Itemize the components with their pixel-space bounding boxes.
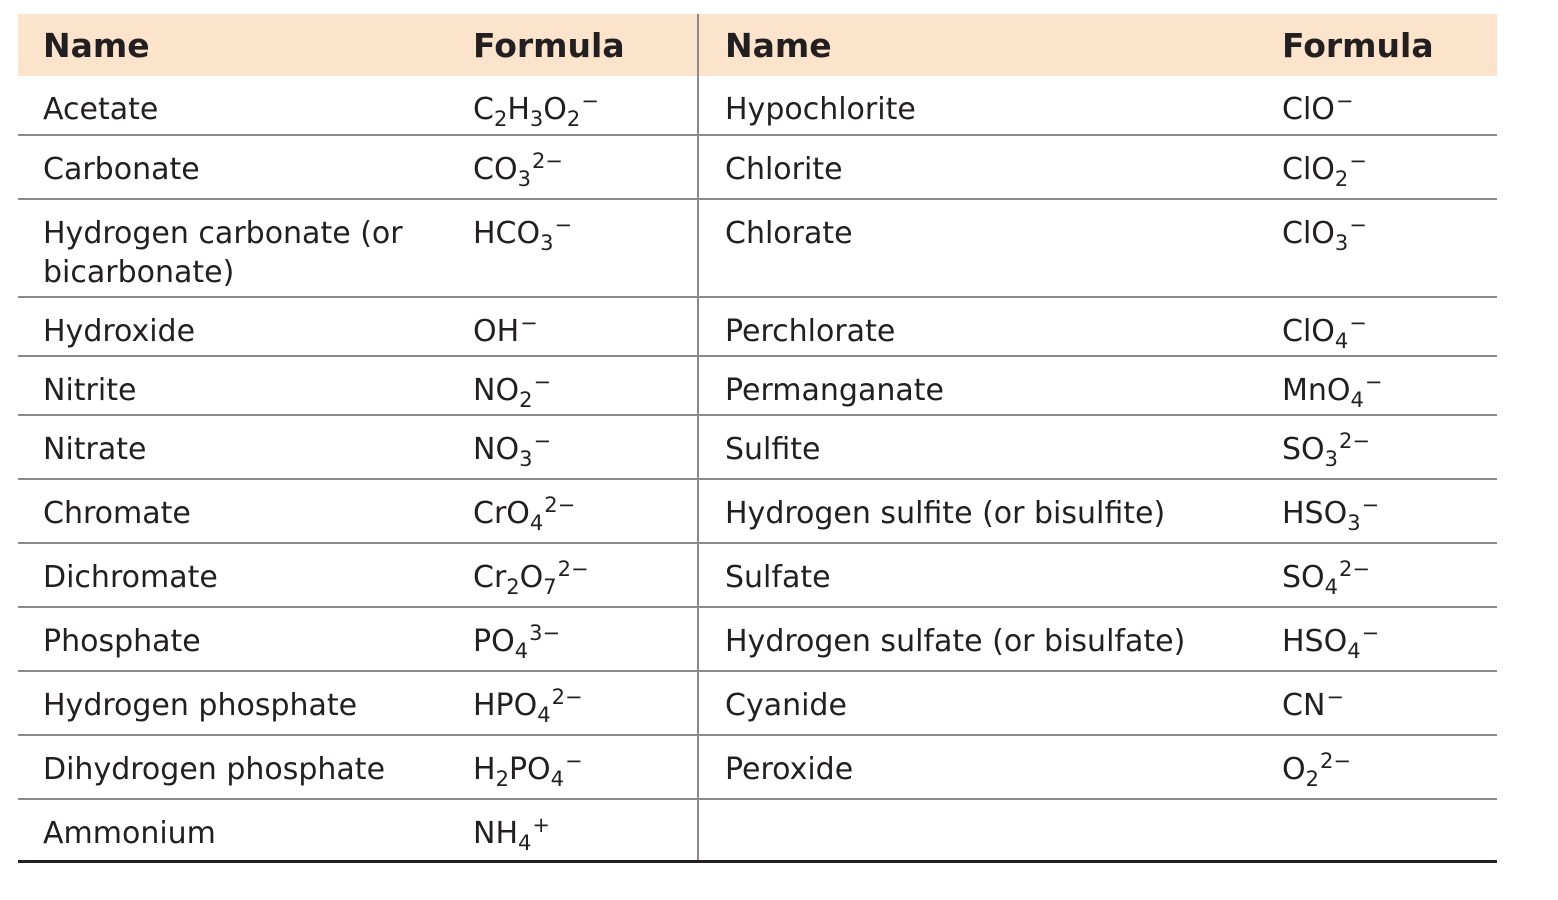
ion-formula — [1282, 621, 1380, 663]
ion-name-right: Chlorate — [698, 199, 1255, 297]
table-row — [18, 135, 1497, 199]
ion-name-right: Permanganate — [698, 356, 1255, 415]
ion-name-right: Hydrogen sulfite (or bisulfite) — [698, 479, 1255, 543]
table-row — [18, 199, 1497, 297]
formula-subscript: 3 — [519, 447, 533, 471]
ion-name-right: Chlorite — [698, 135, 1255, 199]
formula-charge: − — [1349, 149, 1367, 173]
ion-name-left: Phosphate — [18, 607, 446, 671]
formula-subscript: 4 — [1347, 639, 1361, 663]
table-row — [18, 671, 1497, 735]
ion-formula-left-cell — [446, 543, 698, 607]
header-name-right: Name — [725, 25, 832, 65]
ion-formula — [473, 429, 552, 471]
ion-formula-left-cell — [446, 799, 698, 861]
ion-formula — [1282, 493, 1380, 535]
ion-name-left: Dichromate — [18, 543, 446, 607]
ion-name-left: Nitrite — [18, 356, 446, 415]
formula-symbol: OH — [473, 314, 520, 349]
formula-symbol: O — [1282, 752, 1306, 787]
formula-subscript: 3 — [540, 231, 554, 255]
ion-formula — [473, 89, 599, 131]
ion-formula-right-cell — [1255, 735, 1497, 799]
ion-formula — [473, 370, 552, 412]
ion-formula-right-cell — [1255, 671, 1497, 735]
ion-formula — [1282, 685, 1344, 723]
formula-symbol: CN — [1282, 688, 1326, 723]
table-row — [18, 607, 1497, 671]
ion-formula-right-cell — [1255, 799, 1497, 861]
formula-charge: − — [1361, 493, 1380, 517]
formula-symbol: NO — [473, 432, 520, 467]
formula-subscript: 2 — [495, 767, 509, 791]
formula-subscript: 4 — [1324, 575, 1339, 599]
ion-formula — [473, 149, 563, 191]
ion-formula — [1282, 311, 1367, 353]
formula-subscript: 4 — [514, 639, 529, 663]
table-row — [18, 479, 1497, 543]
ion-formula — [473, 621, 561, 663]
formula-symbol: HCO — [473, 216, 541, 251]
formula-symbol: ClO — [1282, 216, 1335, 251]
formula-symbol: HSO — [1282, 624, 1348, 659]
formula-charge: − — [1326, 685, 1344, 709]
formula-charge: 2− — [1320, 749, 1351, 773]
formula-subscript: 3 — [1334, 231, 1349, 255]
ion-formula — [1282, 749, 1351, 791]
formula-subscript: 3 — [529, 107, 544, 131]
formula-charge: − — [1364, 370, 1383, 394]
formula-charge: − — [554, 213, 573, 237]
formula-charge: 3− — [529, 621, 561, 645]
formula-symbol: H — [507, 92, 530, 127]
ion-formula-left-cell — [446, 479, 698, 543]
formula-symbol: MnO — [1282, 373, 1351, 408]
formula-subscript: 2 — [493, 107, 508, 131]
ion-name-left: Nitrate — [18, 415, 446, 479]
formula-charge: 2− — [551, 685, 583, 709]
ion-formula-right-cell — [1255, 356, 1497, 415]
ion-formula-left-cell — [446, 297, 698, 356]
table-row — [18, 543, 1497, 607]
formula-symbol: C — [473, 92, 494, 127]
ion-name-left: Carbonate — [18, 135, 446, 199]
formula-charge: − — [520, 311, 538, 335]
ion-formula — [1282, 370, 1383, 412]
ion-formula-left-cell — [446, 607, 698, 671]
ion-formula-left-cell — [446, 671, 698, 735]
formula-subscript: 4 — [529, 511, 544, 535]
ion-formula-left-cell — [446, 356, 698, 415]
ion-name-left: Hydrogen phosphate — [18, 671, 446, 735]
table-body — [18, 76, 1497, 861]
table-row — [18, 76, 1497, 135]
ion-formula — [473, 311, 538, 349]
formula-subscript: 2 — [506, 575, 520, 599]
ion-formula-left-cell — [446, 76, 698, 135]
ion-formula — [473, 213, 573, 255]
ion-formula — [1282, 213, 1367, 255]
formula-subscript: 3 — [1324, 447, 1339, 471]
formula-symbol: CO — [473, 152, 518, 187]
formula-subscript: 2 — [1305, 767, 1319, 791]
ion-formula — [473, 493, 576, 535]
ion-name-left: Hydroxide — [18, 297, 446, 356]
formula-charge: − — [533, 429, 552, 453]
ion-formula-right-cell — [1255, 135, 1497, 199]
ion-formula — [473, 685, 583, 727]
ion-formula-left-cell — [446, 735, 698, 799]
formula-symbol: HSO — [1282, 496, 1348, 531]
formula-symbol: ClO — [1282, 314, 1335, 349]
ion-formula-right-cell — [1255, 76, 1497, 135]
ion-formula-left-cell — [446, 415, 698, 479]
formula-subscript: 7 — [543, 575, 557, 599]
formula-charge: − — [565, 749, 583, 773]
formula-symbol: H — [473, 752, 496, 787]
ion-formula — [1282, 429, 1370, 471]
formula-subscript: 2 — [566, 107, 581, 131]
ion-name-left: Acetate — [18, 76, 446, 135]
ion-name-right: Hypochlorite — [698, 76, 1255, 135]
ion-formula — [473, 749, 583, 791]
ion-name-right: Hydrogen sulfate (or bisulfate) — [698, 607, 1255, 671]
formula-charge: 2− — [1339, 557, 1370, 581]
formula-subscript: 3 — [1347, 511, 1361, 535]
formula-symbol: HPO — [473, 688, 538, 723]
ion-name-right: Sulfite — [698, 415, 1255, 479]
formula-charge: 2− — [557, 557, 589, 581]
polyatomic-ions-table — [18, 14, 1497, 863]
formula-charge: − — [1349, 213, 1367, 237]
formula-symbol: O — [519, 560, 544, 595]
formula-subscript: 2 — [1334, 167, 1349, 191]
header-row — [18, 14, 1497, 76]
formula-charge: − — [1349, 311, 1367, 335]
ion-name-right: Peroxide — [698, 735, 1255, 799]
ion-formula-left-cell — [446, 199, 698, 297]
ion-formula — [1282, 149, 1367, 191]
formula-charge: 2− — [531, 149, 563, 173]
table-row — [18, 415, 1497, 479]
ion-name-right: Cyanide — [698, 671, 1255, 735]
ion-name-left: Ammonium — [18, 799, 446, 861]
formula-charge: 2− — [1339, 429, 1370, 453]
formula-subscript: 4 — [550, 767, 565, 791]
ion-name-right — [698, 799, 1255, 861]
header-formula-left: Formula — [446, 14, 698, 76]
ion-formula-right-cell — [1255, 607, 1497, 671]
formula-subscript: 2 — [519, 388, 533, 412]
formula-charge: − — [1335, 89, 1354, 113]
formula-subscript: 4 — [518, 831, 532, 855]
ion-formula-right-cell — [1255, 199, 1497, 297]
table-row — [18, 297, 1497, 356]
ion-name-left: Chromate — [18, 479, 446, 543]
ion-formula-right-cell — [1255, 543, 1497, 607]
header-name-left: Name — [43, 25, 150, 65]
formula-charge: − — [1361, 621, 1380, 645]
ion-name-right: Sulfate — [698, 543, 1255, 607]
formula-subscript: 4 — [1350, 388, 1364, 412]
ion-formula-right-cell — [1255, 479, 1497, 543]
formula-symbol: NH — [473, 816, 518, 851]
formula-symbol: PO — [508, 752, 551, 787]
ion-formula-right-cell — [1255, 415, 1497, 479]
formula-symbol: ClO — [1282, 92, 1335, 127]
ion-formula — [1282, 557, 1370, 599]
formula-symbol: CrO — [473, 496, 530, 531]
formula-subscript: 3 — [517, 167, 531, 191]
formula-charge: + — [532, 813, 550, 837]
ion-name-right: Perchlorate — [698, 297, 1255, 356]
formula-charge: − — [533, 370, 552, 394]
formula-symbol: SO — [1282, 560, 1325, 595]
formula-symbol: O — [543, 92, 567, 127]
formula-subscript: 4 — [537, 703, 551, 727]
ion-formula — [473, 557, 589, 599]
header-formula-right: Formula — [1282, 25, 1434, 65]
formula-symbol: PO — [473, 624, 515, 659]
formula-symbol: SO — [1282, 432, 1325, 467]
ion-name-left: Dihydrogen phosphate — [18, 735, 446, 799]
table-row — [18, 799, 1497, 861]
table-row — [18, 356, 1497, 415]
formula-charge: 2− — [544, 493, 576, 517]
formula-subscript: 4 — [1334, 329, 1349, 353]
table-row — [18, 735, 1497, 799]
ion-formula-left-cell — [446, 135, 698, 199]
formula-symbol: NO — [473, 373, 520, 408]
formula-symbol: Cr — [473, 560, 507, 595]
ion-formula — [1282, 89, 1354, 127]
ion-formula — [473, 813, 550, 855]
ion-name-left: Hydrogen carbonate (or bicarbonate) — [18, 199, 446, 297]
ion-formula-right-cell — [1255, 297, 1497, 356]
table-header — [18, 14, 1497, 76]
formula-symbol: ClO — [1282, 152, 1335, 187]
formula-charge: − — [581, 89, 599, 113]
